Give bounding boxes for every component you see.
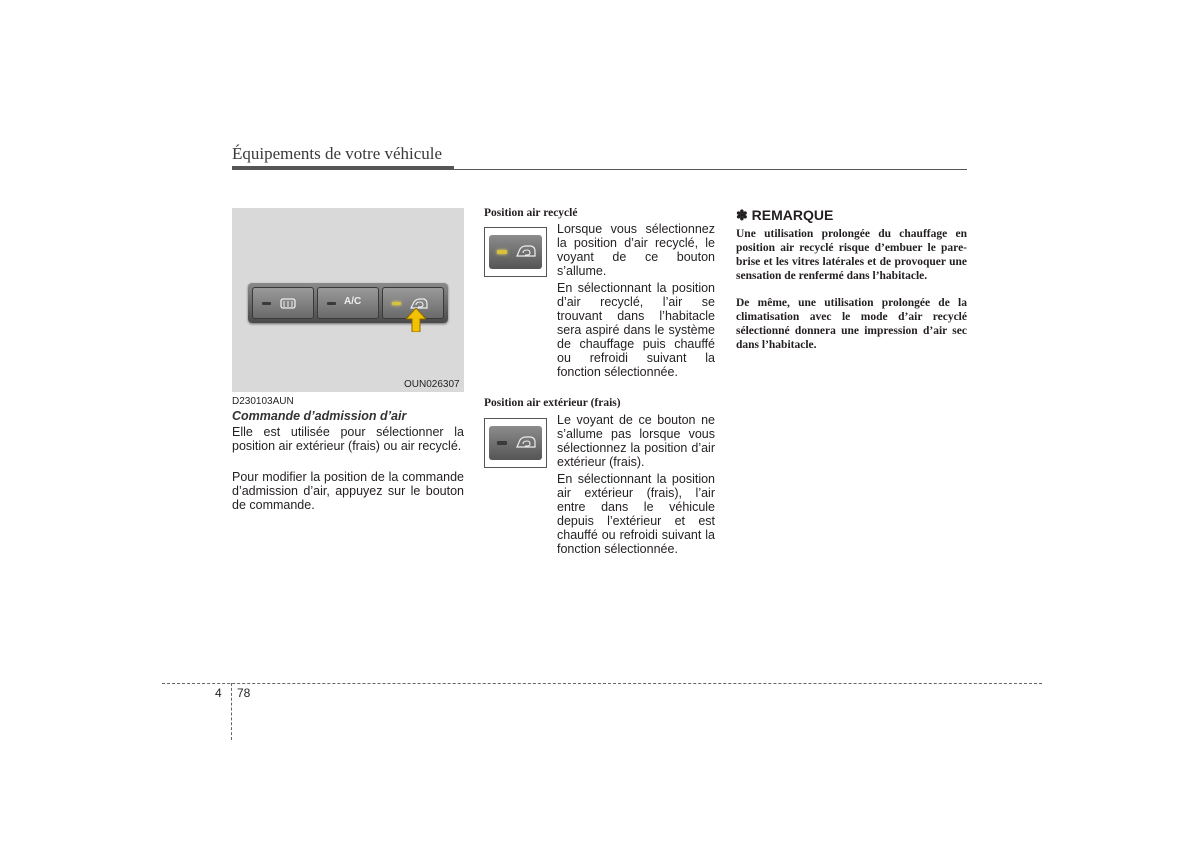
remark-paragraph: Une utilisation prolongée du chauffage en position air recyclé risque d’embuer le pare-brise et les vitres latérales et de provoquer une sensation de renfermé dans l’habitacle.: [736, 228, 967, 282]
remark-paragraph: De même, une utilisation prolongée de la climatisation avec le mode d’air recyclé sélectionné donnera une impression d’air sec dans l’habitacle.: [736, 297, 967, 351]
footer-dashed-rule: [162, 683, 1042, 684]
paragraph: Le voyant de ce bouton ne s’allume pas lorsque vous sélectionnez la position d’air extérieur (frais).: [557, 413, 715, 469]
control-panel-photo: [232, 208, 464, 392]
rear-defrost-button: [252, 287, 314, 319]
page-number: 78: [237, 686, 251, 700]
rear-defrost-led: [262, 302, 271, 305]
paragraph: En sélectionnant la position d’air recyclé, l’air se trouvant dans l’habitacle sera aspiré dans le système de chauffage puis chauffé ou refroidi suivant la fonction sélectionnée.: [557, 281, 715, 379]
up-arrow-icon: [406, 308, 426, 332]
remark-heading: ✽ REMARQUE: [736, 207, 834, 223]
header-rule-thick: [232, 166, 454, 170]
air-recirculation-icon: [515, 436, 537, 449]
air-recirculation-icon: [515, 245, 537, 258]
recycled-heading: Position air recyclé: [484, 207, 578, 219]
photo-code: OUN026307: [404, 379, 460, 390]
section-code: D230103AUN: [232, 396, 294, 407]
recycled-button-thumbnail: [484, 227, 547, 277]
paragraph: En sélectionnant la position air extérieur (frais), l’air entre dans le véhicule depuis l’extérieur et est chauffé ou refroidi suivant la fonction sélectionnée.: [557, 472, 715, 556]
header-rule-thin: [454, 169, 967, 170]
ac-button: [317, 287, 379, 319]
fresh-air-led-off: [497, 441, 507, 445]
chapter-number: 4: [215, 686, 222, 700]
recycled-led-on: [497, 250, 507, 254]
paragraph: Lorsque vous sélectionnez la position d’air recyclé, le voyant de ce bouton s’allume.: [557, 222, 715, 278]
fresh-air-button-thumbnail: [484, 418, 547, 468]
fresh-air-heading: Position air extérieur (frais): [484, 397, 621, 409]
air-recirculation-led: [392, 302, 401, 305]
section-subheading: Commande d’admission d’air: [232, 409, 407, 423]
footer-dashed-divider: [231, 683, 232, 740]
paragraph: Pour modifier la position de la commande d’admission d’air, appuyez sur le bouton de commande.: [232, 470, 464, 512]
rear-defrost-icon: [279, 298, 299, 310]
page-header-title: Équipements de votre véhicule: [232, 144, 443, 163]
paragraph: Elle est utilisée pour sélectionner la position air extérieur (frais) ou air recyclé.: [232, 425, 464, 453]
ac-button-label: A/C: [344, 296, 362, 307]
ac-led: [327, 302, 336, 305]
